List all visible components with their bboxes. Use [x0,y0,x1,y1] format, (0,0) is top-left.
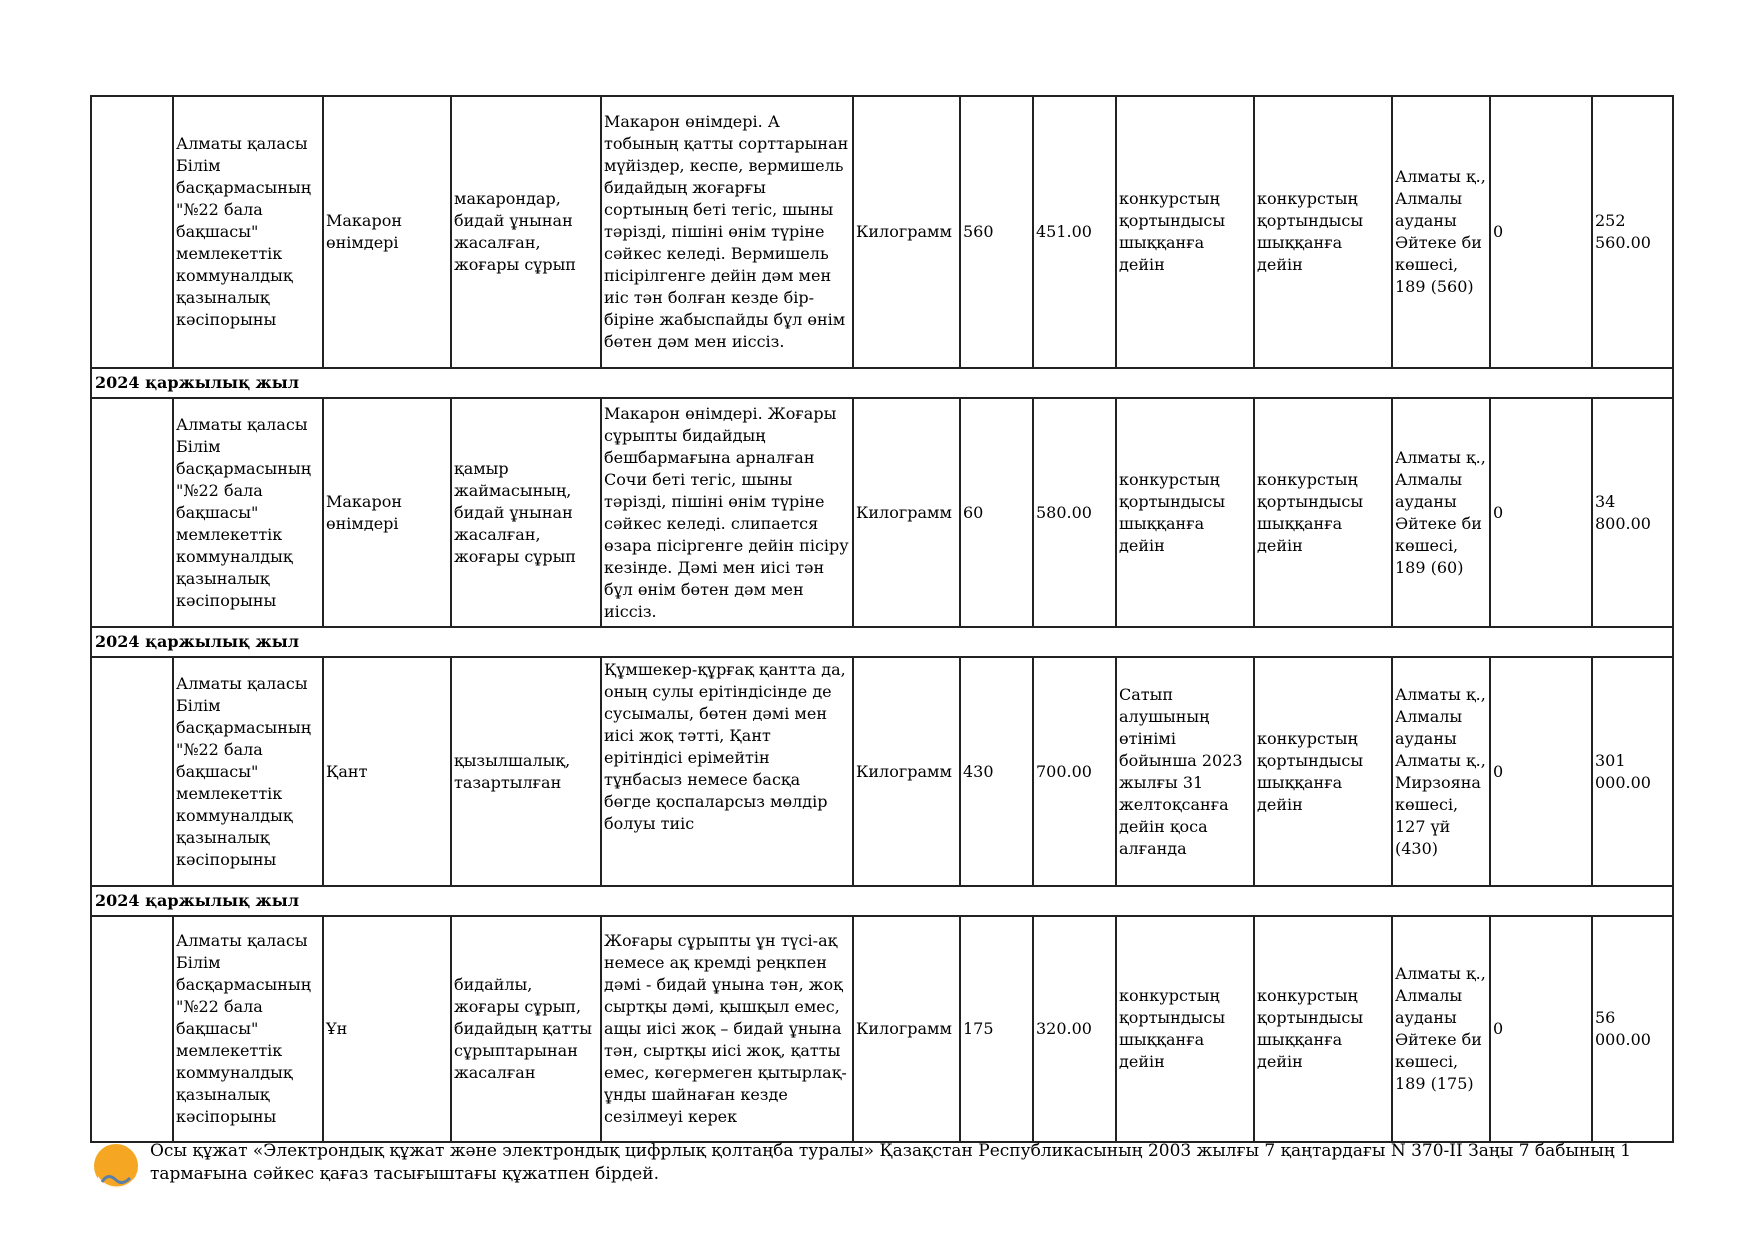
customer-cell: Алматы қаласы Білім басқармасының "№22 бала бақшасы" мемлекеттік коммуналдық қазыналық кәсіпорыны [173,96,323,368]
table-row [91,657,1673,886]
unit-cell: Килограмм [853,96,960,368]
table-row [91,916,1673,1142]
quantity-cell: 60 [960,398,1033,627]
total-cell: 56 000.00 [1592,916,1673,1142]
section-row [91,368,1673,398]
section-label: 2024 қаржылық жыл [91,886,1673,916]
row-number-cell [91,96,173,368]
item-name-cell: Макарон өнімдері [323,398,451,627]
item-name-cell: Макарон өнімдері [323,96,451,368]
price-cell: 320.00 [1033,916,1116,1142]
legal-notice: Осы құжат «Электрондық құжат және электрондық цифрлық қолтаңба туралы» Қазақстан Республикасының 2003 жылғы 7 қаңтардағы N 370-II Заңы 7 бабының 1 тармағына сәйкес қағаз тасығыштағы құжатпен бірдей. [150,1141,1632,1184]
quantity-cell: 175 [960,916,1033,1142]
unit-cell: Килограмм [853,657,960,886]
description-cell: Құмшекер-құрғақ қантта да, оның сулы ерітіндісінде де сусымалы, бөтен дәмі мен иісі жоқ тәтті, Қант ерітіндісі ерімейтін тұнбасыз немесе басқа бөгде қоспаларсыз мөлдір болуы тиіс [601,657,853,886]
delivery-term-cell: конкурстың қортындысы шыққанға дейін [1254,398,1392,627]
delivery-term-cell: конкурстың қортындысы шыққанға дейін [1116,398,1254,627]
table-row [91,398,1673,627]
advance-cell: 0 [1490,916,1592,1142]
customer-cell: Алматы қаласы Білім басқармасының "№22 бала бақшасы" мемлекеттік коммуналдық қазыналық кәсіпорыны [173,398,323,627]
section-row [91,627,1673,657]
characteristic-cell: қызылшалық, тазартылған [451,657,601,886]
section-label: 2024 қаржылық жыл [91,368,1673,398]
table-row [91,96,1673,368]
advance-cell: 0 [1490,398,1592,627]
price-cell: 451.00 [1033,96,1116,368]
item-name-cell: Ұн [323,916,451,1142]
unit-cell: Килограмм [853,916,960,1142]
seal-icon [92,1142,140,1190]
delivery-term-cell: конкурстың қортындысы шыққанға дейін [1254,96,1392,368]
characteristic-cell: бидайлы, жоғары сұрып, бидайдың қатты сұрыптарынан жасалған [451,916,601,1142]
customer-cell: Алматы қаласы Білім басқармасының "№22 бала бақшасы" мемлекеттік коммуналдық қазыналық кәсіпорыны [173,657,323,886]
delivery-term-cell: конкурстың қортындысы шыққанға дейін [1116,96,1254,368]
delivery-place-cell: Алматы қ., Алмалы ауданы Әйтеке би көшесі, 189 (60) [1392,398,1490,627]
section-row [91,886,1673,916]
section-label: 2024 қаржылық жыл [91,627,1673,657]
advance-cell: 0 [1490,657,1592,886]
delivery-term-cell: конкурстың қортындысы шыққанға дейін [1254,916,1392,1142]
quantity-cell: 430 [960,657,1033,886]
delivery-term-cell: Сатып алушының өтінімі бойынша 2023 жылғы 31 желтоқсанға дейін қоса алғанда [1116,657,1254,886]
total-cell: 34 800.00 [1592,398,1673,627]
unit-cell: Килограмм [853,398,960,627]
row-number-cell [91,657,173,886]
characteristic-cell: макарондар, бидай ұнынан жасалған, жоғары сұрып [451,96,601,368]
row-number-cell [91,916,173,1142]
procurement-table [90,95,1674,1143]
delivery-place-cell: Алматы қ., Алмалы ауданы Әйтеке би көшесі, 189 (175) [1392,916,1490,1142]
delivery-term-cell: конкурстың қортындысы шыққанға дейін [1254,657,1392,886]
description-cell: Жоғары сұрыпты ұн түсі-ақ немесе ақ кремді реңкпен дәмі - бидай ұнына тән, жоқ сыртқы дәмі, қышқыл емес, ащы иісі жоқ – бидай ұнына тән, сыртқы иісі жоқ, қатты емес, көгермеген қытырлақ-ұнды шайнаған кезде сезілмеуі керек [601,916,853,1142]
total-cell: 301 000.00 [1592,657,1673,886]
description-cell: Макарон өнімдері. А тобының қатты сорттарынан мүйіздер, кеспе, вермишель бидайдың жоғарғы сортының беті тегіс, шыны тәрізді, пішіні өнім түріне сәйкес келеді. Вермишель пісірілгенге дейін дәм мен иіс тән болған кезде бір-біріне жабыспайды бұл өнім бөтен дәм мен иіссіз. [601,96,853,368]
quantity-cell: 560 [960,96,1033,368]
delivery-place-cell: Алматы қ., Алмалы ауданы Алматы қ., Мирзояна көшесі, 127 үй (430) [1392,657,1490,886]
characteristic-cell: қамыр жаймасының, бидай ұнынан жасалған, жоғары сұрып [451,398,601,627]
price-cell: 700.00 [1033,657,1116,886]
delivery-term-cell: конкурстың қортындысы шыққанға дейін [1116,916,1254,1142]
delivery-place-cell: Алматы қ., Алмалы ауданы Әйтеке би көшесі, 189 (560) [1392,96,1490,368]
advance-cell: 0 [1490,96,1592,368]
description-cell: Макарон өнімдері. Жоғары сұрыпты бидайдың бешбармағына арналған Сочи беті тегіс, шыны тәрізді, пішіні өнім түріне сәйкес келеді. слипается өзара пісіргенге дейін пісіру кезінде. Дәмі мен иісі тән бұл өнім бөтен дәм мен иіссіз. [601,398,853,627]
row-number-cell [91,398,173,627]
total-cell: 252 560.00 [1592,96,1673,368]
document-footer [92,1140,1672,1196]
item-name-cell: Қант [323,657,451,886]
customer-cell: Алматы қаласы Білім басқармасының "№22 бала бақшасы" мемлекеттік коммуналдық қазыналық кәсіпорыны [173,916,323,1142]
price-cell: 580.00 [1033,398,1116,627]
